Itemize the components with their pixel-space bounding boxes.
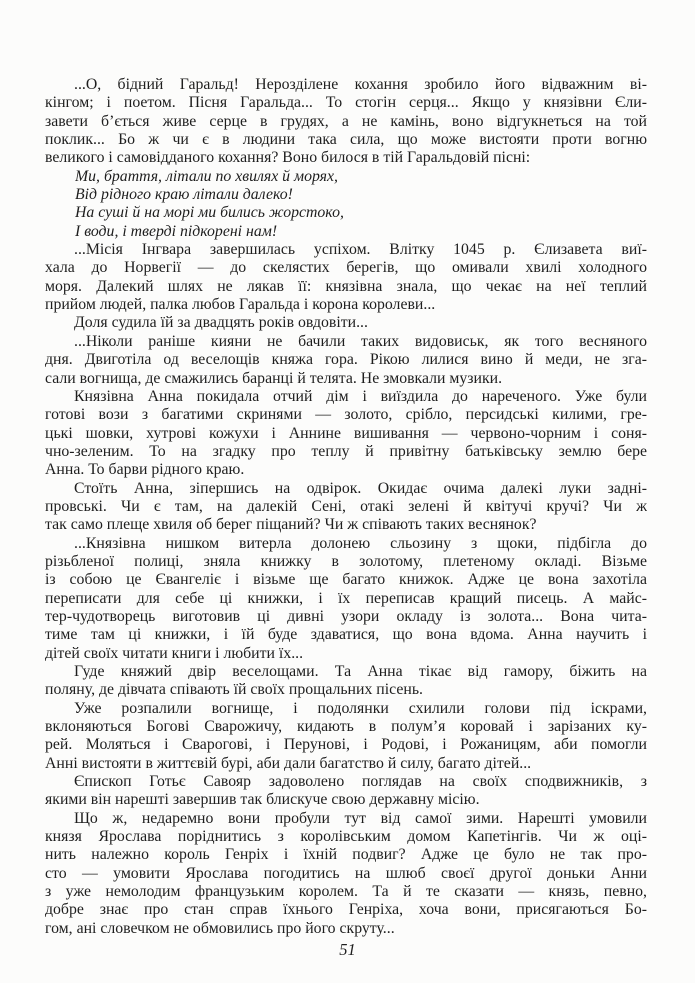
text-line: сто — умовити Ярослава погодитись на шлюб своєї другої доньки Анни bbox=[45, 864, 647, 882]
text-column bbox=[45, 76, 647, 938]
text-line: Стоїть Анна, зіпершись на одвірок. Окидає очима далекі луки задні- bbox=[74, 479, 647, 497]
text-line: поляну, де дівчата співають їй своїх прощальних пісень. bbox=[45, 681, 423, 699]
text-line: цькі шовки, хутрові кожухи і Аннине вишивання — червоно-чорним і соня- bbox=[45, 424, 647, 442]
paragraph bbox=[45, 241, 647, 314]
text-line: Єпископ Готьє Савояр задоволено поглядав на своїх сподвижників, з bbox=[74, 773, 647, 791]
text-line: ...Місія Інгвара завершилась успіхом. Влітку 1045 р. Єлизавета виї- bbox=[74, 241, 647, 259]
text-line: з уже немолодим французьким королем. Та й те сказати — князь, певно, bbox=[45, 883, 647, 901]
paragraph bbox=[45, 480, 647, 535]
text-line: чно-зеленим. То на згадку про теплу й привітну батьківську землю бере bbox=[45, 442, 647, 460]
text-line: ...Князівна нишком витерла долонею сльозину з щоки, підбігла до bbox=[74, 534, 647, 552]
text-line: великого і самовідданого кохання? Воно билося в тій Гаральдовій пісні: bbox=[45, 149, 531, 167]
text-line: моря. Далекий шлях не лякав її: князівна знала, що чекає на неї теплий bbox=[45, 277, 647, 295]
paragraph bbox=[45, 700, 647, 773]
text-line: із собою це Євангеліє і візьме ще багато книжок. Адже це вона захотіла bbox=[45, 571, 647, 589]
text-line: кінгом; і поетом. Пісня Гаральда... То стогін серця... Якщо у князівни Єли- bbox=[45, 94, 647, 112]
paragraph bbox=[45, 535, 647, 663]
text-line: Гуде княжий двір веселощами. Та Анна тікає від гамору, біжить на bbox=[74, 663, 647, 680]
text-line: хала до Норвегії — до скелястих берегів, що омивали хвилі холодного bbox=[45, 259, 647, 277]
text-line: ...О, бідний Гаральд! Нерозділене кохання зробило його відважним ві- bbox=[74, 76, 647, 93]
text-line: гом, ані словечком не обмовились про його скруту... bbox=[45, 919, 395, 937]
text-line: нить належно король Генріх і їхній подвиг? Адже це було не так про- bbox=[45, 846, 647, 864]
text-line: вклоняються Богові Сварожичу, кидають в полум’я коровай і зарізаних ку- bbox=[45, 718, 647, 736]
paragraph bbox=[45, 773, 647, 810]
text-line: поклик... Бо ж чи є в людини така сила, що може вистояти проти вогню bbox=[45, 131, 647, 149]
text-line: так само плеще хвиля об берег піщаний? Чи ж співають таких веснянок? bbox=[45, 516, 537, 534]
text-line: Уже розпалили вогнище, і подолянки схилили голови під іскрами, bbox=[74, 699, 647, 717]
text-line: якими він нарешті завершив так блискуче свою державну місію. bbox=[45, 791, 480, 809]
text-line: готові вози з багатими скринями — золото, срібло, персидські килими, гре- bbox=[45, 406, 647, 424]
text-line: дітей своїх читати книги і любити їх... bbox=[45, 644, 304, 662]
text-line: завети б’ється живе серце в грудях, а не камінь, воно відгукнеться на той bbox=[45, 112, 647, 130]
text-line: ...Ніколи раніше кияни не бачили таких видовиськ, як того весняного bbox=[74, 332, 647, 350]
page-number: 51 bbox=[339, 940, 356, 959]
text-line: провські. Чи є там, на далекій Сені, отакі зелені й квітучі кручі? Чи ж bbox=[45, 497, 647, 515]
paragraph bbox=[45, 388, 647, 480]
text-line: дня. Двиготіла од веселощів княжа гора. Рікою лилися вино й меди, не зга- bbox=[45, 351, 647, 369]
verse-line: І води, і тверді підкорені нам! bbox=[75, 222, 278, 240]
verse-line: Від рідного краю літали далеко! bbox=[75, 186, 293, 204]
text-line: сали вогнища, де смажились баранці й телята. Не змовкали музики. bbox=[45, 369, 503, 387]
text-line: тиме там ці книжки, і їй буде здаватися, що вона вдома. Анна научить і bbox=[45, 626, 647, 644]
text-line: Що ж, недаремно вони пробули тут від самої зими. Нарешті умовили bbox=[74, 809, 647, 827]
verse-line: На суші й на морі ми бились жорстоко, bbox=[75, 204, 344, 222]
text-line: рей. Моляться і Сварогові, і Перунові, і Родові, і Рожаницям, аби помогли bbox=[45, 736, 647, 754]
paragraph bbox=[45, 333, 647, 388]
paragraph bbox=[45, 663, 647, 700]
paragraph bbox=[45, 76, 647, 168]
text-line: тер-чудотворець виготовив ці дивні узори окладу із золота... Вона чита- bbox=[45, 607, 647, 625]
text-line: князя Ярослава поріднитись з королівським домом Капетінгів. Чи ж оці- bbox=[45, 828, 647, 846]
verse-line: Ми, браття, літали по хвилях й морях, bbox=[75, 167, 338, 185]
paragraph bbox=[45, 314, 647, 332]
text-line: різьбленої полиці, зняла книжку в золотому, плетеному окладі. Візьме bbox=[45, 552, 647, 570]
text-line: прийом людей, палка любов Гаральда і корона королеви... bbox=[45, 296, 436, 314]
text-line: Доля судила їй за двадцять років овдовіти... bbox=[74, 314, 368, 332]
text-line: добре знає про стан справ їхнього Генріха, хоча вони, присягаються Бо- bbox=[45, 901, 647, 919]
text-line: Анна. То барви рідного краю. bbox=[45, 461, 245, 479]
text-line: Князівна Анна покидала отчий дім і виїздила до нареченого. Уже були bbox=[74, 387, 647, 405]
text-line: переписати для себе ці книжки, і їх переписав кращий писець. А майс- bbox=[45, 589, 647, 607]
text-line: Анні вистояти в життєвій бурі, аби дали багатство й силу, багато дітей... bbox=[45, 754, 532, 772]
paragraph bbox=[45, 810, 647, 938]
verse-stanza bbox=[45, 168, 647, 241]
